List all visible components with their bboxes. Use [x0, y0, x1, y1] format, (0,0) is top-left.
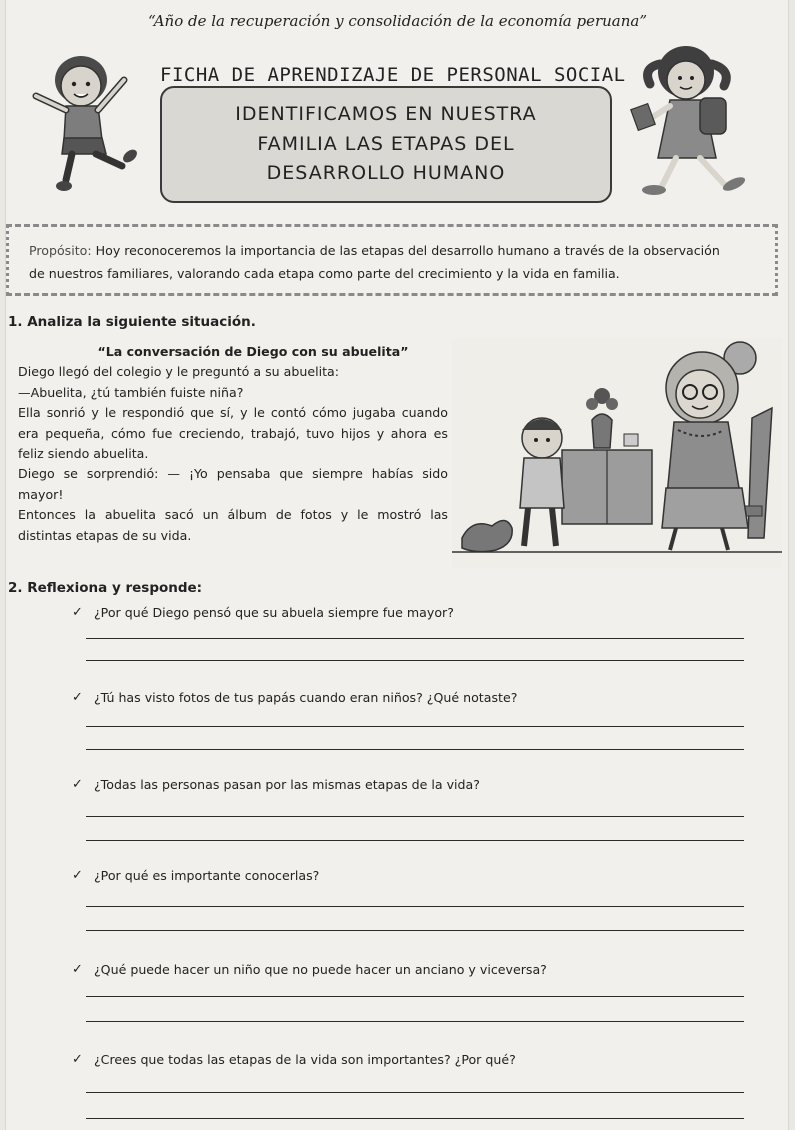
girl-illustration: [620, 40, 760, 200]
purpose-text: Hoy reconoceremos la importancia de las etapas del desarrollo humano a través de la observación: [95, 243, 720, 258]
story-paragraph: Ella sonrió y le respondió que sí, y le contó cómo jugaba cuando era pequeña, cómo fue creciendo, trabajó, tuvo hijos y ahora es feliz siendo abuelita.: [18, 405, 448, 462]
purpose-line: [29, 239, 757, 262]
section-2-heading: 2. Reflexiona y responde:: [8, 580, 203, 596]
question-item: [72, 605, 754, 620]
answer-line[interactable]: [86, 726, 744, 727]
answer-line[interactable]: [86, 660, 744, 661]
question-item: [72, 868, 754, 883]
title-line: DESARROLLO HUMANO: [266, 162, 506, 185]
answer-line[interactable]: [86, 638, 744, 639]
answer-line[interactable]: [86, 1092, 744, 1093]
grandmother-and-boy-illustration: [452, 338, 782, 568]
checkmark-icon: ✓: [72, 605, 83, 620]
story-paragraph: Diego llegó del colegio y le preguntó a su abuelita:: [18, 364, 339, 380]
checkmark-icon: ✓: [72, 962, 83, 977]
answer-line[interactable]: [86, 816, 744, 817]
section-1-heading: 1. Analiza la siguiente situación.: [8, 314, 256, 330]
purpose-box: [6, 224, 778, 296]
answer-line[interactable]: [86, 1118, 744, 1119]
answer-line[interactable]: [86, 1021, 744, 1022]
question-text: ¿Todas las personas pasan por las mismas etapas de la vida?: [94, 777, 480, 792]
checkmark-icon: ✓: [72, 777, 83, 792]
story-paragraph: Entonces la abuelita sacó un álbum de fotos y le mostró las distintas etapas de su vida.: [18, 507, 448, 543]
purpose-label: Propósito:: [29, 243, 92, 258]
question-item: [72, 777, 754, 792]
checkmark-icon: ✓: [72, 868, 83, 883]
answer-line[interactable]: [86, 906, 744, 907]
question-text: ¿Crees que todas las etapas de la vida son importantes? ¿Por qué?: [94, 1052, 516, 1067]
question-text: ¿Por qué Diego pensó que su abuela siempre fue mayor?: [94, 605, 454, 620]
story-text: [18, 342, 448, 546]
boy-illustration: [26, 50, 156, 198]
story-paragraph: Diego se sorprendió: — ¡Yo pensaba que siempre habías sido mayor!: [18, 466, 448, 502]
answer-line[interactable]: [86, 930, 744, 931]
title-line: FAMILIA LAS ETAPAS DEL: [257, 132, 515, 155]
answer-line[interactable]: [86, 840, 744, 841]
story-title: “La conversación de Diego con su abuelita”: [97, 344, 409, 359]
answer-line[interactable]: [86, 996, 744, 997]
question-item: [72, 690, 754, 705]
question-text: ¿Qué puede hacer un niño que no puede hacer un anciano y viceversa?: [94, 962, 547, 977]
checkmark-icon: ✓: [72, 690, 83, 705]
title-box: [160, 86, 612, 203]
title-line: IDENTIFICAMOS EN NUESTRA: [235, 103, 537, 126]
answer-line[interactable]: [86, 749, 744, 750]
worksheet-subtitle: FICHA DE APRENDIZAJE DE PERSONAL SOCIAL: [160, 64, 626, 86]
question-text: ¿Por qué es importante conocerlas?: [94, 868, 320, 883]
checkmark-icon: ✓: [72, 1052, 83, 1067]
purpose-line: de nuestros familiares, valorando cada etapa como parte del crecimiento y la vida en familia.: [29, 266, 620, 281]
question-item: [72, 1052, 754, 1067]
question-item: [72, 962, 754, 977]
question-text: ¿Tú has visto fotos de tus papás cuando eran niños? ¿Qué notaste?: [94, 690, 518, 705]
year-motto: “Año de la recuperación y consolidación de la economía peruana”: [147, 12, 647, 30]
story-paragraph: —Abuelita, ¿tú también fuiste niña?: [18, 384, 244, 400]
